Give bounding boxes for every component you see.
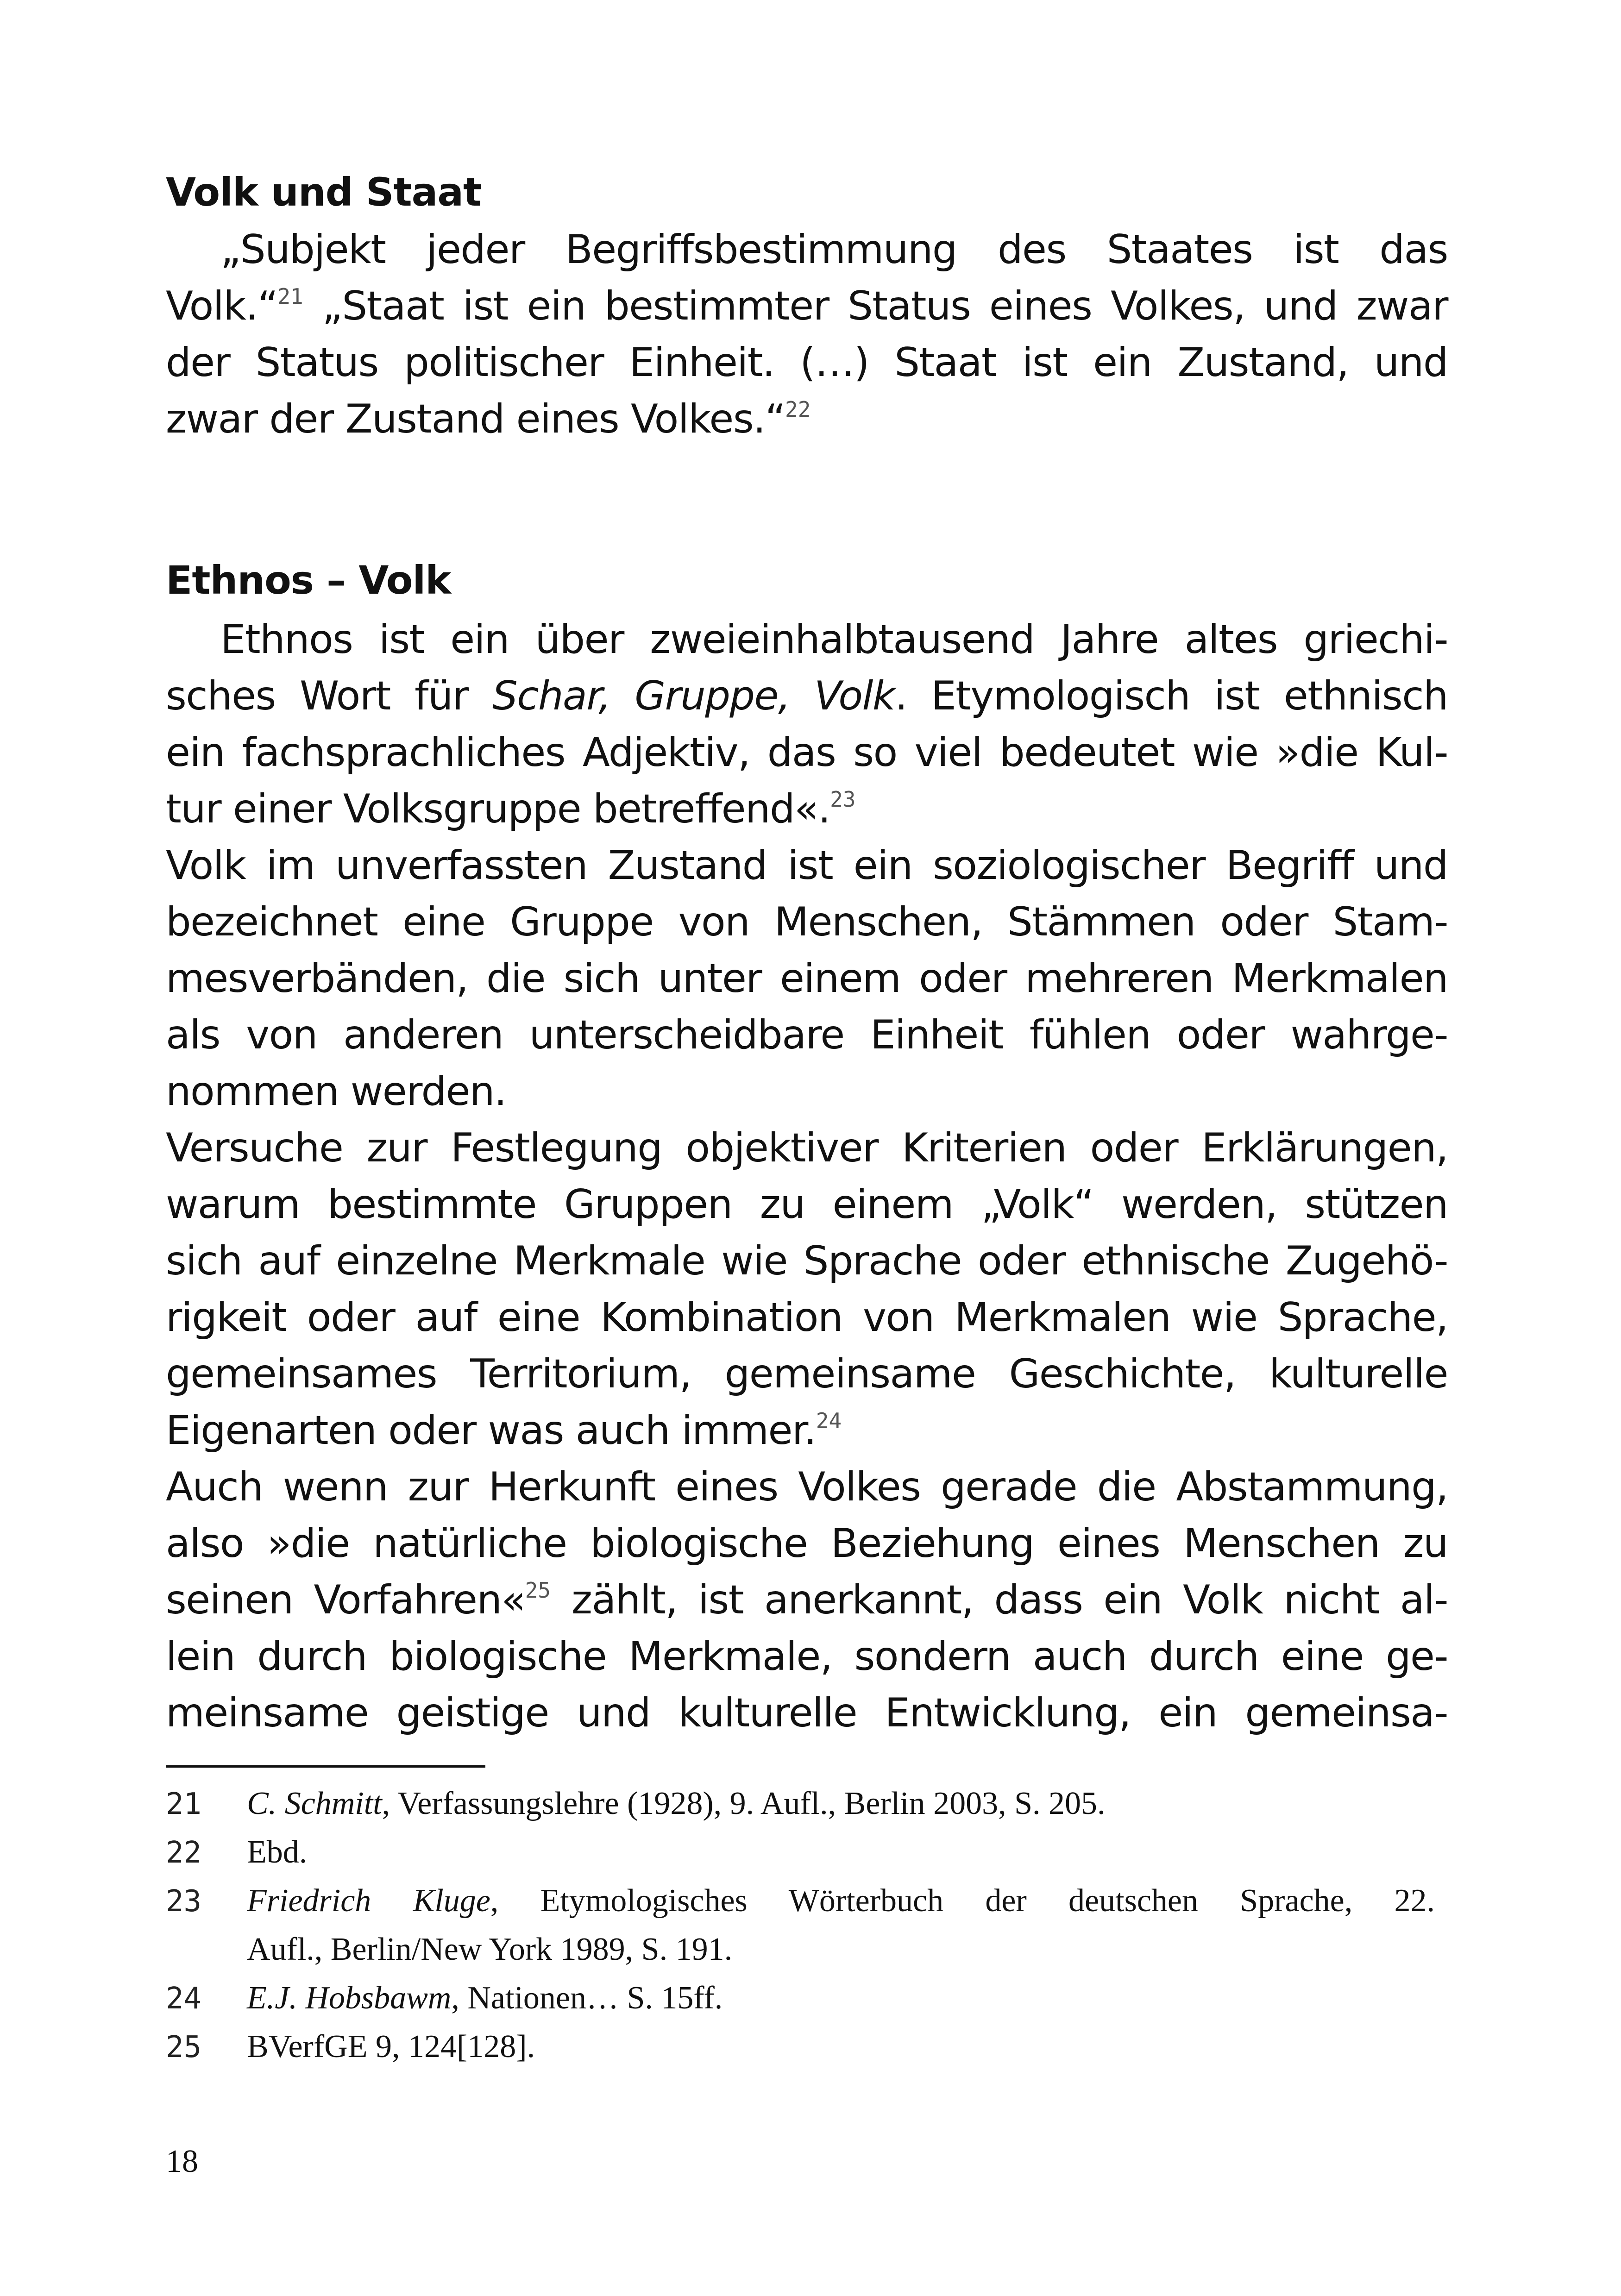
section-heading-ethnos-volk: Ethnos – Volk [166, 558, 451, 603]
footnote-21: 21 C. Schmitt, Verfassungslehre (1928), 9. Aufl., Berlin 2003, S. 205. [166, 1779, 1435, 1828]
footnote-number: 25 [166, 2030, 202, 2064]
text-line: bezeichnet eine Gruppe von Menschen, Stämmen oder Stam- [166, 899, 1448, 945]
page-number: 18 [166, 2144, 198, 2179]
text-line: Volk.“$^{21}$ „Staat ist ein bestimmter Status eines Volkes, und zwar [166, 283, 1448, 329]
footnote-number: 24 [166, 1982, 202, 2016]
footnote-ref-25: 25 [525, 1578, 551, 1603]
text-line: Versuche zur Festlegung objektiver Kriterien oder Erklärungen, [166, 1125, 1448, 1171]
text-line: Eigenarten oder was auch immer.$^{24}$ [166, 1407, 842, 1454]
text-line: mesverbänden, die sich unter einem oder mehreren Merkmalen [166, 955, 1448, 1002]
footnote-23-continuation: Aufl., Berlin/New York 1989, S. 191. [247, 1932, 733, 1967]
footnote-23: 23 Friedrich Kluge, Etymologisches Wörterbuch der deutschen Sprache, 22. [166, 1876, 1435, 1925]
text-line: sches Wort für Schar, Gruppe, Volk. Etymologisch ist ethnisch [166, 673, 1448, 719]
text-line: seinen Vorfahren«$^{25}$ zählt, ist anerkannt, dass ein Volk nicht al- [166, 1577, 1448, 1623]
text-line: nommen werden. [166, 1068, 506, 1115]
text-line: der Status politischer Einheit. (…) Staat ist ein Zustand, und [166, 339, 1448, 386]
footnote-ref-23: 23 [830, 787, 856, 812]
text-line: meinsame geistige und kulturelle Entwicklung, ein gemeinsa- [166, 1690, 1448, 1736]
footnote-number: 21 [166, 1787, 202, 1821]
text-line: als von anderen unterscheidbare Einheit fühlen oder wahrge- [166, 1012, 1448, 1058]
section-heading-volk-und-staat: Volk und Staat [166, 169, 482, 215]
text-line: rigkeit oder auf eine Kombination von Merkmalen wie Sprache, [166, 1294, 1448, 1341]
text-line: tur einer Volksgruppe betreffend«.$^{23}$ [166, 786, 856, 832]
footnote-25: 25 BVerfGE 9, 124[128]. [166, 2022, 1435, 2071]
footnote-24: 24 E.J. Hobsbawm, Nationen… S. 15ff. [166, 1974, 1435, 2022]
footnote-ref-22: 22 [785, 397, 811, 422]
text-line: lein durch biologische Merkmale, sondern auch durch eine ge- [166, 1633, 1448, 1680]
section-volk-und-staat-body [166, 221, 1448, 447]
text-line: zwar der Zustand eines Volkes.“$^{22}$ [166, 396, 811, 442]
text-line: gemeinsames Territorium, gemeinsame Geschichte, kulturelle [166, 1351, 1448, 1397]
footnote-number: 22 [166, 1836, 202, 1870]
footnote-number: 23 [166, 1884, 202, 1919]
footnote-separator [166, 1765, 485, 1768]
text-line: Auch wenn zur Herkunft eines Volkes gerade die Abstammung, [166, 1464, 1448, 1510]
text-line: sich auf einzelne Merkmale wie Sprache oder ethnische Zugehö- [166, 1238, 1448, 1284]
text-line: Ethnos ist ein über zweieinhalbtausend Jahre altes griechi- [220, 616, 1448, 663]
footnotes [166, 1779, 1435, 2071]
footnote-ref-21: 21 [277, 284, 303, 309]
text-line: ein fachsprachliches Adjektiv, das so viel bedeutet wie »die Kul- [166, 729, 1448, 776]
text-line: also »die natürliche biologische Beziehung eines Menschen zu [166, 1520, 1448, 1567]
text-line: warum bestimmte Gruppen zu einem „Volk“ werden, stützen [166, 1181, 1448, 1228]
text-line: Volk im unverfassten Zustand ist ein soziologischer Begriff und [166, 842, 1448, 889]
footnote-22: 22 Ebd. [166, 1828, 1435, 1876]
text-line: „Subjekt jeder Begriffsbestimmung des Staates ist das [220, 226, 1448, 273]
section-ethnos-volk-body [166, 611, 1448, 1741]
footnote-ref-24: 24 [816, 1408, 842, 1433]
